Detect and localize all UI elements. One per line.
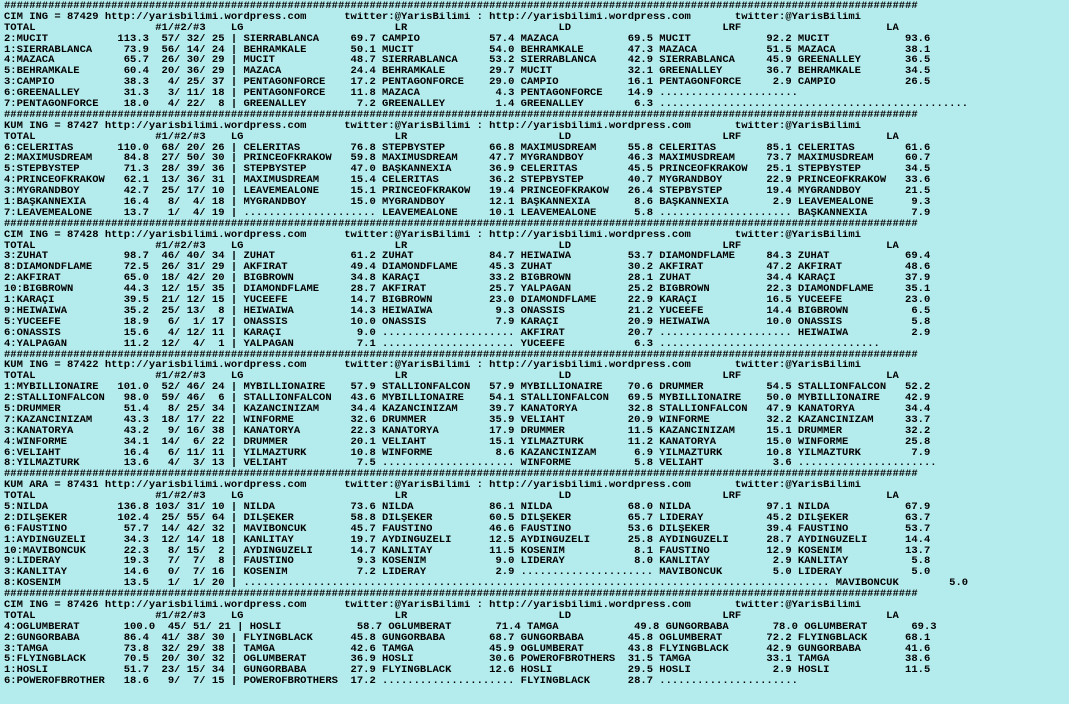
separator-line: #################################################################################################################################################	[4, 589, 918, 600]
horse-row: 10:BIGBROWN 44.3 12/ 15/ 35 | DIAMONDFLAME 28.7 AKFIRAT 25.7 YALPAGAN 25.2 BIGBROWN 22.3 DIAMONDFLAME 35.1	[4, 284, 931, 296]
horse-row: 7:KAZANCINIZAM 43.3 18/ 17/ 22 | WINFORME 32.6 DRUMMER 35.9 VELİAHT 20.9 WINFORME 32.2 KAZANCINIZAM 33.7	[4, 414, 931, 426]
separator-line: #################################################################################################################################################	[4, 218, 918, 230]
separator-line: #################################################################################################################################################	[4, 109, 918, 121]
column-header: TOTAL #1/#2/#3 LG LR LD LRF LA	[4, 240, 899, 252]
horse-row: 1:KARAÇİ 39.5 21/ 12/ 15 | YÜCEEFE 14.7 BIGBROWN 23.0 DIAMONDFLAME 22.9 KARAÇİ 16.5 YÜCEEFE 23.0	[4, 295, 931, 306]
horse-row: 7:PENTAGONFORCE 18.0 4/ 22/ 8 | GREENALLEY 7.2 GREENALLEY 1.4 GREENALLEY 6.3 .................................................	[4, 99, 969, 110]
horse-row: 8:DIAMONDFLAME 72.5 26/ 31/ 29 | AKFIRAT 49.4 DIAMONDFLAME 45.3 ZUHAT 30.2 AKFIRAT 47.2 AKFIRAT 48.6	[4, 262, 931, 274]
separator-line: #################################################################################################################################################	[4, 349, 918, 361]
horse-row: 3:KANLITAY 14.6 0/ 7/ 16 | KÖSENİM 7.2 LİDERAY 2.9 ..................... MAVİBONCUK 5.0 LİDERAY 5.0	[4, 567, 931, 579]
horse-row: 5:NİLDA 136.8 103/ 31/ 10 | NİLDA 73.6 NİLDA 86.1 NİLDA 68.0 NİLDA 97.1 NİLDA 67.9	[4, 501, 931, 513]
horse-row: 6:CELERITAS 110.0 68/ 20/ 26 | CELERITAS 76.8 STEPBYSTEP 66.8 MAXIMUSDREAM 55.8 CELERITAS 85.1 CELERITAS 61.6	[4, 142, 931, 154]
horse-row: 1:MYBILLIONAIRE 101.0 52/ 46/ 24 | MYBILLIONAIRE 57.9 STALLIONFALCON 57.9 MYBILLIONAIRE 70.6 DRUMMER 54.5 STALLIONFALCON 52.2	[4, 382, 931, 394]
horse-row: 2:DİLŞEKER 102.4 25/ 55/ 64 | DİLŞEKER 58.8 DİLŞEKER 60.5 DİLŞEKER 65.7 LİDERAY 45.2 DİLŞEKER 63.7	[4, 512, 931, 524]
horse-row: 3:TAMGA 73.8 32/ 29/ 38 | TAMGA 42.6 TAMGA 45.9 OĞLUMBERAT 43.8 FLYINGBLACK 42.9 GÜNGÖRBABA 41.6	[4, 643, 931, 655]
race-header: CIM ING = 87429 http://yarisbilimi.wordpress.com twitter:@YarisBilimi : http://yarisbilimi.wordpress.com twitter:@YarisBilimi	[4, 11, 861, 23]
column-header: TOTAL #1/#2/#3 LG LR LD LRF LA	[4, 131, 899, 143]
horse-row: 5:BEHRAMKALE 60.4 20/ 36/ 29 | MAZACA 24.4 BEHRAMKALE 29.7 MUCİT 32.1 GREENALLEY 36.7 BEHRAMKALE 34.5	[4, 66, 931, 78]
horse-row: 6:FAUSTİNO 57.7 14/ 42/ 32 | MAVİBONCUK 45.7 FAUSTİNO 46.6 FAUSTİNO 53.6 DİLŞEKER 39.4 FAUSTİNO 53.7	[4, 523, 931, 535]
horse-row: 7:LEAVEMEALONE 13.7 1/ 4/ 19 | ..................... LEAVEMEALONE 10.1 LEAVEMEALONE 5.8 ..................... BAŞKANNEXIA 7.9	[4, 207, 931, 219]
horse-row: 1:BAŞKANNEXIA 16.4 8/ 4/ 18 | MYGRANDBOY 15.0 MYGRANDBOY 12.1 BAŞKANNEXIA 8.6 BAŞKANNEXIA 2.9 LEAVEMEALONE 9.3	[4, 197, 931, 208]
horse-row: 6:GREENALLEY 31.3 3/ 11/ 18 | PENTAGONFORCE 11.8 MAZACA 4.3 PENTAGONFORCE 14.9 ......................	[4, 88, 798, 100]
horse-row: 4:WINFORME 34.1 14/ 6/ 22 | DRUMMER 20.1 VELİAHT 15.1 YILMAZTÜRK 11.2 KANATORYA 15.0 WINFORME 25.8	[4, 436, 931, 448]
column-header: TOTAL #1/#2/#3 LG LR LD LRF LA	[4, 371, 899, 383]
race-header: KUM ARA = 87431 http://yarisbilimi.wordpress.com twitter:@YarisBilimi : http://yarisbilimi.wordpress.com twitter:@YarisBilimi	[4, 480, 861, 492]
column-header: TOTAL #1/#2/#3 LG LR LD LRF LA	[4, 22, 899, 34]
horse-row: 5:YÜCEEFE 18.9 6/ 1/ 17 | ONASSIS 10.0 ONASSIS 7.9 KARAÇİ 20.9 HEIWAIWA 10.0 ONASSIS 5.8	[4, 316, 931, 328]
horse-row: 5:FLYINGBLACK 70.5 20/ 30/ 32 | OĞLUMBERAT 36.9 HOSLİ 30.6 POWEROFBROTHERS 31.5 TAMGA 33.1 TAMGA 38.6	[4, 654, 931, 666]
horse-row: 3:MYGRANDBOY 42.7 25/ 17/ 10 | LEAVEMEALONE 15.1 PRINCEOFKRAKOW 19.4 PRINCEOFKRAKOW 26.4 STEPBYSTEP 19.4 MYGRANDBOY 21.5	[4, 186, 931, 198]
separator-line: #################################################################################################################################################	[4, 469, 918, 481]
horse-row: 6:POWEROFBROTHER 18.6 9/ 7/ 15 | POWEROFBROTHERS 17.2 ..................... FLYINGBLACK 28.7 ......................	[4, 676, 798, 688]
race-header: KUM ING = 87422 http://yarisbilimi.wordpress.com twitter:@YarisBilimi : http://yarisbilimi.wordpress.com twitter:@YarisBilimi	[4, 360, 861, 372]
horse-row: 3:CAMPIO 38.3 4/ 25/ 37 | PENTAGONFORCE 17.2 PENTAGONFORCE 29.0 CAMPIO 16.1 PENTAGONFORCE 2.9 CAMPIO 26.5	[4, 77, 931, 89]
horse-row: 4:OĞLUMBERAT 100.0 45/ 51/ 21 | HOSLİ 58.7 OĞLUMBERAT 71.4 TAMGA 49.8 GÜNGÖRBABA 78.0 OĞLUMBERAT 69.3	[4, 621, 937, 633]
horse-row: 6:ONASSIS 15.6 4/ 12/ 11 | KARAÇİ 9.0 ..................... AKFIRAT 20.7 ..................... HEIWAIWA 2.9	[4, 327, 931, 339]
horse-row: 8:KÖSENİM 13.5 1/ 1/ 20 | ............................................................................................. MAVİBONCUK 5.0	[4, 578, 969, 590]
horse-row: 10:MAVİBONCUK 22.3 8/ 15/ 2 | AYDINGÜZELİ 14.7 KANLITAY 11.5 KÖSENİM 8.1 FAUSTİNO 12.9 KÖSENİM 13.7	[4, 545, 931, 557]
horse-row: 3:ZUHAT 98.7 46/ 40/ 34 | ZUHAT 61.2 ZUHAT 84.7 HEIWAIWA 53.7 DIAMONDFLAME 84.3 ZUHAT 69.4	[4, 251, 931, 263]
horse-row: 2:MAXIMUSDREAM 84.8 27/ 50/ 30 | PRINCEOFKRAKOW 59.8 MAXIMUSDREAM 47.7 MYGRANDBOY 46.3 MAXIMUSDREAM 73.7 MAXIMUSDREAM 60.7	[4, 153, 931, 165]
horse-row: 3:KANATORYA 43.2 9/ 16/ 38 | KANATORYA 22.3 KANATORYA 17.9 DRUMMER 11.5 KAZANCINIZAM 15.1 DRUMMER 32.2	[4, 425, 931, 437]
horse-row: 9:HEIWAIWA 35.2 25/ 13/ 8 | HEIWAIWA 14.3 HEIWAIWA 9.3 ONASSIS 21.2 YÜCEEFE 14.4 BIGBROWN 6.5	[4, 305, 931, 317]
horse-row: 5:DRUMMER 51.4 8/ 25/ 34 | KAZANCINIZAM 34.4 KAZANCINIZAM 39.7 KANATORYA 32.8 STALLIONFALCON 47.9 KANATORYA 34.4	[4, 403, 931, 415]
horse-row: 4:PRINCEOFKRAKOW 62.1 13/ 36/ 31 | MAXIMUSDREAM 15.4 CELERITAS 36.2 STEPBYSTEP 40.7 MYGRANDBOY 22.9 PRINCEOFKRAKOW 33.6	[4, 175, 931, 187]
horse-row: 1:AYDINGÜZELİ 34.3 12/ 14/ 18 | KANLITAY 19.7 AYDINGÜZELİ 12.5 AYDINGÜZELİ 25.8 AYDINGÜZELİ 28.7 AYDINGÜZELİ 14.4	[4, 534, 931, 546]
horse-row: 6:VELİAHT 16.4 6/ 11/ 11 | YILMAZTÜRK 10.8 WINFORME 8.6 KAZANCINIZAM 6.9 YILMAZTÜRK 10.8 YILMAZTÜRK 7.9	[4, 447, 931, 459]
horse-row: 1:HOSLİ 51.7 23/ 15/ 34 | GÜNGÖRBABA 27.9 FLYINGBLACK 12.6 HOSLİ 29.5 HOSLİ 2.9 HOSLİ 11.5	[4, 665, 931, 677]
horse-row: 2:STALLIONFALCON 98.0 59/ 46/ 6 | STALLIONFALCON 43.6 MYBILLIONAIRE 54.1 STALLIONFALCON 69.5 MYBILLIONAIRE 50.0 MYBILLIONAIRE 42.9	[4, 393, 931, 404]
horse-row: 2:GÜNGÖRBABA 86.4 41/ 38/ 30 | FLYINGBLACK 45.8 GÜNGÖRBABA 68.7 GÜNGÖRBABA 45.8 OĞLUMBERAT 72.2 FLYINGBLACK 68.1	[4, 632, 931, 644]
horse-row: 2:MUCİT 113.3 57/ 32/ 25 | SIERRABLANCA 69.7 CAMPIO 57.4 MAZACA 69.5 MUCİT 92.2 MUCİT 93.6	[4, 33, 931, 45]
separator-line: #################################################################################################################################################	[4, 1, 918, 12]
column-header: TOTAL #1/#2/#3 LG LR LD LRF LA	[4, 491, 899, 502]
race-header: KUM ING = 87427 http://yarisbilimi.wordpress.com twitter:@YarisBilimi : http://yarisbilimi.wordpress.com twitter:@YarisBilimi	[4, 120, 861, 132]
race-header: CIM ING = 87428 http://yarisbilimi.wordpress.com twitter:@YarisBilimi : http://yarisbilimi.wordpress.com twitter:@YarisBilimi	[4, 229, 861, 241]
horse-row: 5:STEPBYSTEP 71.3 28/ 39/ 36 | STEPBYSTEP 47.0 BAŞKANNEXIA 36.9 CELERITAS 45.5 PRINCEOFKRAKOW 25.1 STEPBYSTEP 34.5	[4, 164, 931, 176]
race-header: CIM ING = 87426 http://yarisbilimi.wordpress.com twitter:@YarisBilimi : http://yarisbilimi.wordpress.com twitter:@YarisBilimi	[4, 599, 861, 611]
column-header: TOTAL #1/#2/#3 LG LR LD LRF LA	[4, 610, 899, 622]
horse-row: 8:YILMAZTÜRK 13.6 4/ 3/ 13 | VELİAHT 7.5 ..................... WINFORME 5.8 VELİAHT 3.6 ......................	[4, 458, 937, 470]
horse-row: 2:AKFIRAT 65.0 18/ 42/ 20 | BIGBROWN 34.8 KARAÇİ 33.2 BIGBROWN 28.1 ZUHAT 34.4 KARAÇİ 37.9	[4, 273, 931, 285]
horse-row: 9:LİDERAY 19.3 7/ 7/ 8 | FAUSTİNO 9.3 KÖSENİM 9.0 LİDERAY 8.0 KANLITAY 2.9 KANLITAY 5.8	[4, 556, 931, 568]
horse-row: 1:SIERRABLANCA 73.9 56/ 14/ 24 | BEHRAMKALE 50.1 MUCİT 54.0 BEHRAMKALE 47.3 MAZACA 51.5 MAZACA 38.1	[4, 44, 931, 56]
horse-row: 4:MAZACA 65.7 26/ 30/ 29 | MUCİT 48.7 SIERRABLANCA 53.2 SIERRABLANCA 42.9 SIERRABLANCA 45.9 GREENALLEY 36.5	[4, 55, 931, 67]
horse-row: 4:YALPAGAN 11.2 12/ 4/ 1 | YALPAGAN 7.1 ..................... YÜCEEFE 6.3 ...................................	[4, 338, 880, 350]
